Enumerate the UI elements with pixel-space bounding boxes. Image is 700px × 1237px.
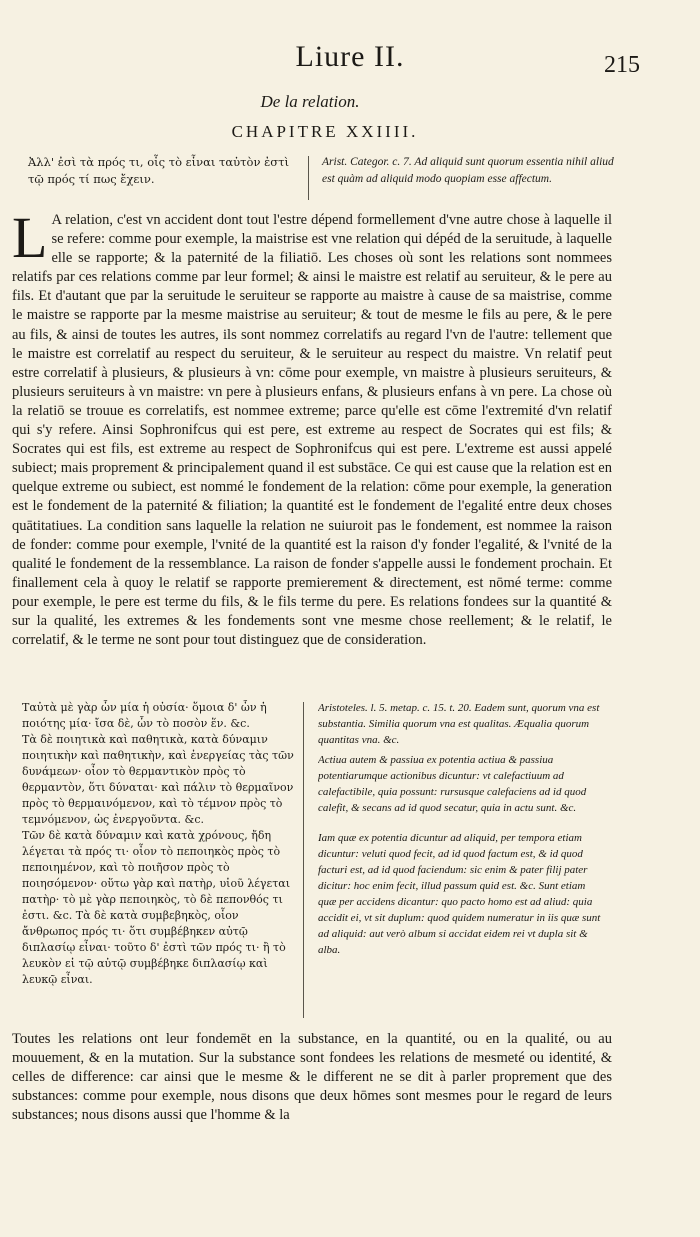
section-heading: De la relation. — [260, 92, 360, 111]
chapter-title: CHAPITRE XXIIII. — [231, 122, 419, 141]
main-paragraph-text: A relation, c'est vn accident dont tout l'estre dépend formellement d'vne autre chose à laquelle il se refere: comme pour exemple, la maistrise est vne relation qui dépéd de la seruitude, à laquelle elle se rapporte; & la paternité de la filiatiō. Les choses où sont les relations sont nommees relatifs par ces relations comme par leur formel; & ainsi le maistre est relatif au seruiteur, & le pere au fils. Et d'autant que par la seruitude le seruiteur se rapporte au maistre à cause de sa maistrise, comme le maistre se rapporte par la mesme maistrise au seruiteur; & tout de mesme le fils au pere, & le pere au fils, & ainsi de toutes les autres, ils sont nommez correlatifs au regard l'vn de l'autre: tellement que le maistre est correlatif au respect du seruiteur, & le seruiteur au respect du maistre. Vn relatif peut estre correlatif à plusieurs, & plusieurs à vn: cōme pour exemple, vn maistre à plusieurs seruiteurs, & plusieurs seruiteurs à vn maistre: vn pere à plusieurs enfans, & plusieurs enfans à vn pere. La chose où la relatiō se trouue es correlatifs, est nommee extreme; parce qu'elle est cōme l'extremité d'vn relatif qui s'y refere. Ainsi Sophronifcus qui est pere, est extreme au respect de Socrates qui est fils; & Socrates qui est fils, est extreme au respect de Sophronifcus qui est pere. L'extreme est aussi appelé subiect; mais proprement & principalement quand il est substāce. Ce qui est cause que la relation est en quelque extreme ou subiect, est nommé le fondement de la relation: cōme pour exemple, la generation est le fondement de la paternité & filiation; la quantité est le fondement de l'egalité entre deux choses quātitatiues. La condition sans laquelle la relation ne suiuroit pas le fondement, est nommee la raison de fonder: comme pour exemple, l'vnité de la quantité est la raison d'y fonder l'egalité, & l'vnité de la qualité le fondement de la ressemblance. La raison de fonder s'appelle aussi le fondement prochain. Et finallement cela à quoy le relatif se rapporte premierement & directement, est nōmé terme: comme pour exemple, le pere est terme du fils, & le fils terme du pere. Es relations fondees sur la quantité & sur la qualité, les extremes & les fondements sont vne mesme chose reellement; & le relatif, le correlatif, & le terme ne sont pour tout distinguez que de consideration. — [12, 212, 612, 649]
main-paragraph — [12, 211, 612, 691]
page-number: 215 — [604, 52, 640, 78]
greek-notes-column — [22, 700, 294, 1018]
drop-cap: L — [12, 211, 48, 270]
latin-note-2: Actiua autem & passiua ex potentia actiua & passiua potentiarumque actionibus dicuntur: vt calefactiuum ad calefactibile, quia possunt: rursusque calefaciens ad id quod calefit, & secans ad id quod secatur, quia in actu sunt. &c. — [318, 754, 587, 814]
column-rule — [308, 156, 309, 200]
column-rule-middle — [303, 702, 304, 1018]
greek-note-3: Τῶν δὲ κατὰ δύναμιν καὶ κατὰ χρόνους, ἤδη λέγεται τὰ πρός τι· οἷον τὸ πεποιηκὸς πρὸς τὸ πεποιημένον, καὶ τὸ ποιῆσον πρὸς τὸ ποιησόμενον· οὕτω γὰρ καὶ πατὴρ, υἱοῦ λέγεται πατὴρ· τὸ μὲ γὰρ πεποιηκὸς, τὸ δὲ πεπονθός τι ἐστι. &c. Τὰ δὲ κατὰ συμβεβηκὸς, οἷον ἄνθρωπος πρός τι· ὅτι συμβέβηκεν αὐτῷ διπλασίῳ εἶναι· τοῦτο δ' ἐστὶ τῶν πρός τι· ἢ τὸ λευκὸν εἰ τῷ αὐτῷ συμβέβηκε διπλασίῳ καὶ λευκῷ εἶναι. — [22, 829, 291, 986]
bottom-paragraph: Toutes les relations ont leur fondemēt en la substance, en la quantité, ou en la qualité, ou au mouuement, & en la mutation. Sur la substance sont fondees les relations de mesmeté ou identité, & celles de difference: car ainsi que le mesme & le different ne se dit à parler proprement que des substances: comme pour exemple, nous disons que deux hōmes sont mesmes pour le regard de leurs substances; nous disons aussi que l'homme & la — [12, 1031, 612, 1124]
latin-notes-column — [318, 700, 604, 1018]
top-latin-note: Arist. Categor. c. 7. Ad aliquid sunt quorum essentia nihil aliud est quàm ad aliquid modo quopiam esse affectum. — [322, 156, 614, 185]
latin-note-3: Iam quæ ex potentia dicuntur ad aliquid, per tempora etiam dicuntur: veluti quod fecit, ad id quod factum est, & id quod facturi est, ad id quod faciendum: sic enim & pater filij pater dicitur: hoc enim fecit, illud passum quid est. &c. Sunt etiam quæ per accidens dicantur: quo pacto homo est ad aliud: quia accidit ei, vt sit duplum: quod quidem numeratur in iis quæ sunt ad aliquid: aut verò album si accidat eidem rei vt dupla sit & alba. — [318, 832, 601, 956]
greek-note-2: Τὰ δὲ ποιητικὰ καὶ παθητικὰ, κατὰ δύναμιν ποιητικὴν καὶ παθητικὴν, καὶ ἐνεργείας τὰς τῶν δυνάμεων· οἷον τὸ θερμαντικὸν πρὸς τὸ θερμαντὸν, ὅτι δύναται· καὶ πάλιν τὸ θερμαῖνον πρὸς τὸ θερμαινόμενον, καὶ τὸ τέμνον πρὸς τὸ τεμνόμενον, ὡς ἐνεργοῦντα. &c. — [22, 733, 294, 826]
top-greek-note: Ἀλλ' ἐσὶ τὰ πρός τι, οἷς τὸ εἶναι ταὐτὸν ἐστὶ τῷ πρός τί πως ἔχειν. — [28, 155, 289, 186]
running-title: Liure II. — [295, 40, 405, 73]
latin-note-1: Aristoteles. l. 5. metap. c. 15. t. 20. Eadem sunt, quorum vna est substantia. Similia quorum vna est qualitas. Æqualia quorum quantitas vna. &c. — [318, 702, 600, 746]
greek-note-1: Ταὐτὰ μὲ γὰρ ὧν μία ἡ οὐσία· ὅμοια δ' ὧν ἡ ποιότης μία· ἴσα δὲ, ὧν τὸ ποσὸν ἕν. &c. — [22, 701, 267, 730]
